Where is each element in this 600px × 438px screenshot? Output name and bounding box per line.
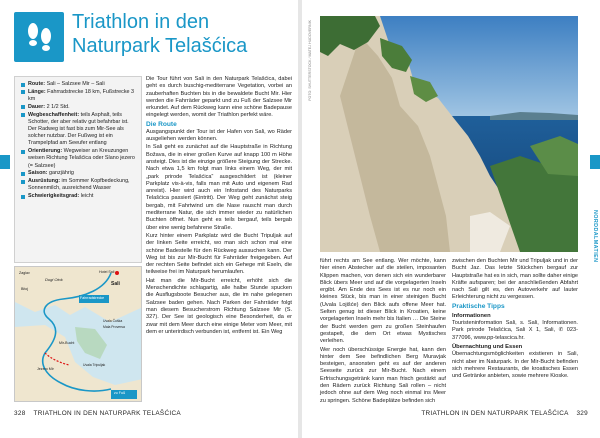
map-label-hotel: Hotel Sali — [99, 270, 115, 274]
map-label-cuska: Uvala Čuška — [103, 319, 123, 323]
cliff-image — [320, 16, 578, 252]
stay-heading: Übernachtung und Essen — [452, 343, 523, 350]
photo-credit: FOTO: SHUTTERSTOCK / MATEJ HUDOVERNIK — [308, 20, 312, 101]
intro-paragraph: Die Tour führt von Sali in den Naturpark Telašćica, dabei geht es durch buschig-mediterrane Vegetation, vorbei an zauberhaften Buchten bis in die bewaldete Bucht Mir. Hier werden die Fahrräder geparkt und zu Fuß der Salzsee Mir erkundet. Auf dem Rückweg kann eine schöne Badepause eingelegt werden, womit der Triathlon perfekt wäre. — [146, 76, 292, 119]
text-paragraph: zwischen den Buchten Mir und Tripuljak und in der Bucht Jaz. Das letzte Stückchen bergauf zur Hauptstraße hat es in sich, man sollte daher einige Kräfte aufsparen; bei der anschließenden Abfahrt nach Sali gilt es, den Autoverkehr auf lauter Erleichterung nicht zu vergessen. — [452, 258, 578, 301]
info-row: Dauer: 2 1/2 Std. — [21, 104, 137, 111]
section-tab-left — [0, 155, 10, 169]
map-label-proversa: Mala Proversa — [103, 325, 125, 329]
title-line-2: Naturpark Telašćica — [72, 35, 248, 57]
info-row: Saison: ganzjährig — [21, 170, 137, 177]
section-label-right: NORDDALMATIEN — [592, 210, 598, 263]
map-label-bike-route: Fahrradstrecke — [80, 296, 105, 300]
info-row: Wegbeschaffenheit: teils Asphalt, teils Schotter, der aber relativ gut befahrbar ist. Der Radweg ist fast bis zum Mir-See als solcher nutzbar. Der Fußweg ist ein Trampelpfad am Seeufer entlang — [21, 112, 137, 148]
hiking-badge — [14, 12, 64, 62]
page-number-left: 328 — [14, 410, 26, 417]
stay-text: Übernachtungsmöglichkeiten existieren in Sali, nicht aber im Naturpark. In der Mir-Bucht befinden sich mehrere Restaurants, die kroatisches Essen und Getränke anbieten, sowie mehrere Kioske. — [452, 351, 578, 380]
map-label-zaglav: Zaglav — [19, 271, 30, 275]
map-label-sali: Sali — [111, 281, 120, 287]
info-row: Schwierigkeitsgrad: leicht — [21, 193, 137, 200]
text-paragraph: Wer noch überschüssige Energie hat, kann den hinter dem See befindlichen Berg Muravjak besteigen, ansonsten geht es auf der anderen Seeseite zurück zur Mir-Bucht. Nach einem Erfrischungsgetränk kann man frisch gestärkt auf den Rädern zurück Richtung Sali rollen – nicht jedoch ohne auf dem Weg noch einmal ins Meer zu springen. Schöne Badeplätze befinden sich — [320, 346, 446, 404]
right-text-column-1 — [320, 258, 446, 406]
route-paragraph: Ausgangspunkt der Tour ist der Hafen von Sali, wo Räder ausgeliehen werden können. — [146, 128, 292, 143]
text-paragraph: führt rechts am See entlang. Wer möchte, kann hier einen Abstecher auf die steilen, imposanten Klippen machen, von denen sich ein wunderbarer Blick übers Meer und auf die vorgelagerten Inseln ergibt. Am Ende des Sees ist es nur noch ein kleines Stück, bis man in einer steinigen Bucht (Uvala Lojišće) den Blick aufs offene Meer hat. Selten genug ist dieser Blick in Kroatien, keine vorgelagerten Inseln mehr bis Italien … Die Steine der Bucht werden gern zu großen Steinhaufen gestapelt, die dem Ort etwas Mystisches verleihen. — [320, 258, 446, 345]
info-row: Orientierung: Wegweiser an Kreuzungen weisen Richtung Telašćica oder Slano jezero (= Salzsee) — [21, 148, 137, 170]
route-text-column — [146, 76, 292, 337]
right-page — [302, 0, 600, 438]
info-row: Route: Sali – Salzsee Mir – Sali — [21, 81, 137, 88]
route-paragraph: Kurz hinter einem Parkplatz wird die Bucht Tripuljak auf der linken Seite erreicht, wo man sich schon mal eine schöne Badestelle für den Rückweg aussuchen kann. Der Weg ist bis zur Mir-Bucht für Fahrräder freigegeben. Auf der rechten Seite befindet sich ein Gehege mit Eseln, die teilweise frei im Naturpark herumlaufen. — [146, 232, 292, 276]
map-label-tripuljak: Uvala Tripuljak — [83, 363, 106, 367]
info-text: Touristeninformation Sali, s. Sali, Informationen. Park prirode Telašćica, Sali X 1, Sali, ✆ 023-377096, www.pp-telascica.hr. — [452, 320, 578, 341]
map-label-mir-bucht: Mir-Bucht — [59, 341, 75, 345]
info-row: Ausrüstung: im Sommer Kopfbedeckung, Sonnenmilch, ausreichend Wasser — [21, 178, 137, 192]
info-heading: Informationen — [452, 312, 491, 319]
map-label-bitoj: Bitoj — [21, 287, 28, 291]
coast-photo — [320, 16, 578, 252]
folio-right — [421, 410, 588, 417]
title-line-1: Triathlon in den — [72, 11, 210, 33]
route-heading: Die Route — [146, 120, 177, 128]
map-label-jezero-mir: Jezero Mir — [37, 367, 54, 371]
map-label-walk: zu Fuß — [114, 391, 126, 395]
route-map — [14, 266, 142, 402]
section-tab-right — [590, 155, 600, 169]
page-number-right: 329 — [576, 410, 588, 417]
running-title-left: TRIATHLON IN DEN NATURPARK TELAŠĆICA — [33, 410, 181, 417]
route-paragraph: In Sali geht es zunächst auf die Hauptstraße in Richtung Božava, die in einer großen Kurve auf knapp 100 m Höhe ansteigt. Dies ist die einzige größere Steigung der Strecke. Nach etwa 1,5 km folgt man links einem Weg, der mit „park prirode Telašćica“ ausgeschildert ist (kleiner Parkplatz vis-à-vis, falls man mit Auto und eigenem Rad anreist). Hier wird auch ein Infostand des Naturparks Telašćica passiert (Eintritt). Der Weg geht zunächst steig bergab, mit Fahrtwind um die Nase rauscht man durch mediterrane Natur, die sich immer wieder zu natürlichen Buchten öffnet. Nun geht es teils bergauf, teils bergab über eine wenig befahrene Straße. — [146, 144, 292, 231]
info-row: Länge: Fahrradstrecke 18 km, Fußstrecke 3 km — [21, 89, 137, 103]
route-map-graphic — [15, 267, 142, 402]
footprints-icon — [19, 17, 59, 57]
route-info-box — [14, 76, 142, 263]
page-title — [72, 10, 292, 58]
route-paragraph: Hat man die Mir-Bucht erreicht, erhöht sich die Menschendichte schlagartig, alle halbe Stunde spucken die Ausflugsboote Besucher aus, die im nahe gelegenen Salzsee baden gehen. Nach Parken der Fahrräder folgt man diesem Besucherstrom Richtung Salzsee Mir (S. 327). Der See ist geologisch eine Besonderheit, da er zwar mit dem Meer durch eine einige Meter vom Meer, mit dem er unterirdisch verbunden ist, entfernt ist. Ein Weg — [146, 277, 292, 335]
map-label-dugi-otok: Dugi Otok — [45, 277, 63, 282]
right-text-column-2 — [452, 258, 578, 381]
practical-tips-heading: Praktische Tipps — [452, 302, 505, 310]
left-page — [0, 0, 298, 438]
folio-left — [14, 410, 181, 417]
running-title-right: TRIATHLON IN DEN NATURPARK TELAŠĆICA — [421, 410, 569, 417]
